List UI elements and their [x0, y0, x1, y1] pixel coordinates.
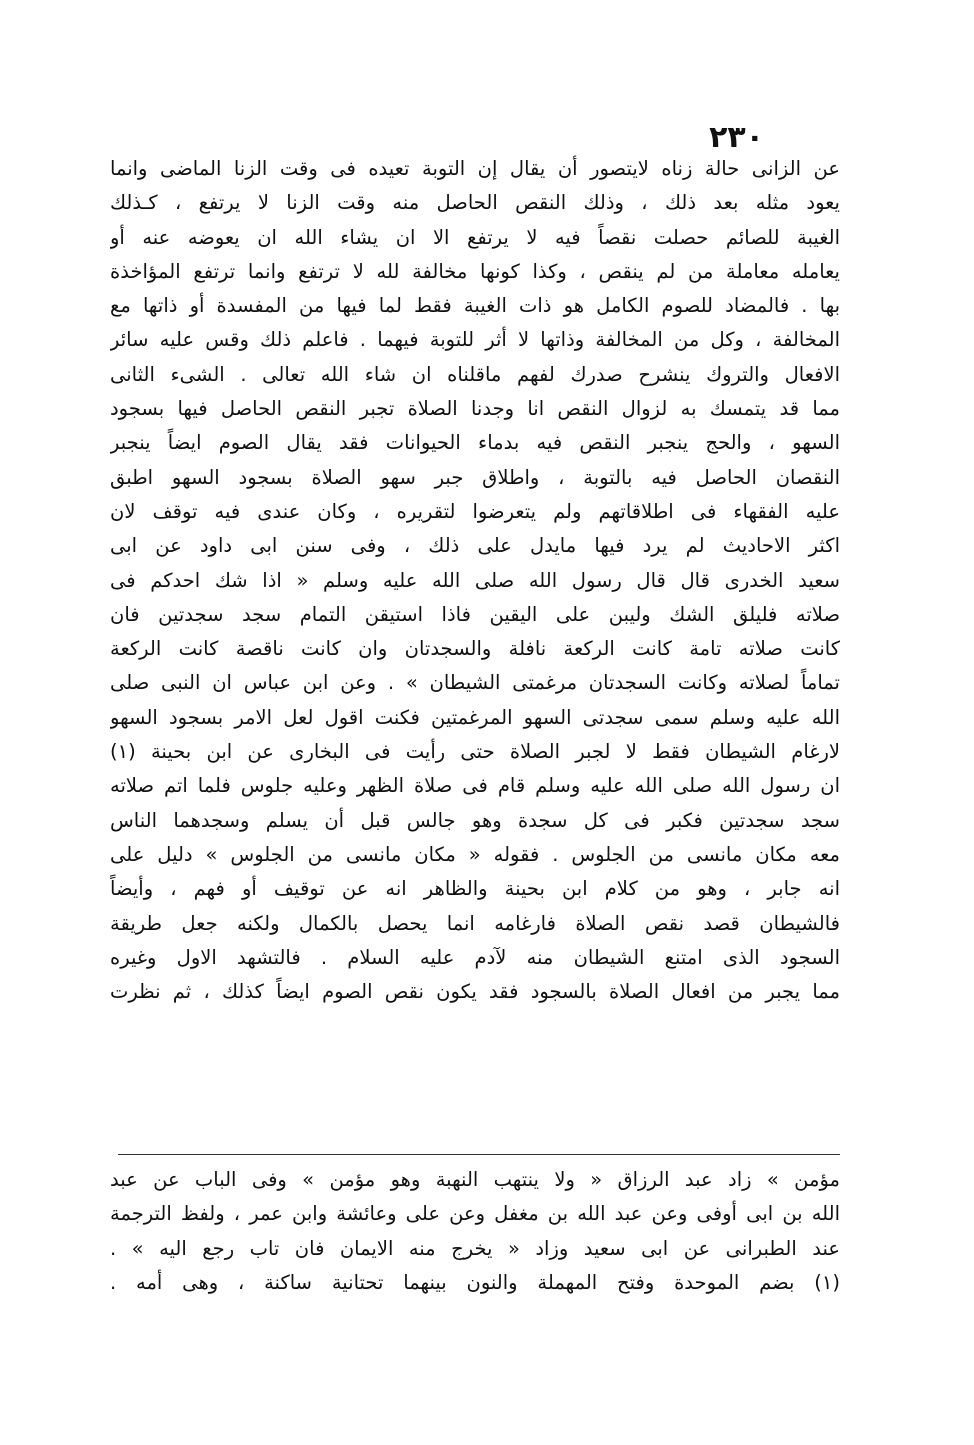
text-line: السجود الذى امتنع الشيطان منه لآدم عليه السلام . فالتشهد الاول وغيره: [110, 945, 840, 969]
text-line: مما قد يتمسك به لزوال النقص انا وجدنا الصلاة تجبر النقص الحاصل فيها بسجود: [110, 397, 840, 421]
text-line: يعود مثله بعد ذلك ، وذلك النقص الحاصل منه وقت الزنا لا يرتفع ، كـذلك: [110, 191, 840, 215]
text-line: تماماً لصلاته وكانت السجدتان مرغمتى الشيطان » . وعن ابن عباس ان النبى صلى: [110, 671, 840, 695]
text-line: انه جابر ، وهو من كلام ابن بحينة والظاهر انه عن توقيف أو فهم ، وأيضاً: [110, 877, 840, 901]
text-line: عليه الفقهاء فى اطلاقاتهم ولم يتعرضوا لتقريره ، وكان عندى فيه توقف لان: [110, 499, 840, 523]
text-line: سجد سجدتين فكبر فى كل سجدة وهو جالس قبل أن يسلم وسجدهما الناس: [110, 808, 840, 832]
footnote-line: (١) بضم الموحدة وفتح المهملة والنون بينهما تحتانية ساكنة ، وهى أمه .: [110, 1270, 840, 1294]
footnotes: [110, 1163, 840, 1300]
text-line: يعامله معاملة من لم ينقص ، وكذا كونها مخالفة لله لا ترتفع وانما ترتفع المؤاخذة: [110, 259, 840, 283]
text-line: النقصان الحاصل فيه بالتوبة ، واطلاق جبر سهو الصلاة بسجود السهو اطبق: [110, 465, 840, 489]
body-text: [110, 152, 840, 1009]
text-line: مما يجبر من افعال الصلاة بالسجود فقد يكون نقص الصوم ايضاً كذلك ، ثم نظرت: [110, 980, 840, 1004]
text-line: لارغام الشيطان فقط لا لجبر الصلاة حتى رأيت فى البخارى عن ابن بحينة (١): [110, 740, 840, 764]
text-line: فالشيطان قصد نقص الصلاة فارغامه انما يحصل بالكمال ولكنه جعل طريقة: [110, 911, 840, 935]
text-line: اكثر الاحاديث لم يرد فيها مايدل على ذلك ، وفى سنن ابى داود عن ابى: [110, 534, 840, 558]
text-line: بها . فالمضاد للصوم الكامل هو ذات الغيبة فقط لما فيها من المفسدة أو ذاتها مع: [110, 294, 840, 318]
page-number: ٢٣٠: [709, 120, 764, 155]
footnote-line: مؤمن » زاد عبد الرزاق « ولا ينتهب النهبة وهو مؤمن » وفى الباب عن عبد: [110, 1168, 840, 1191]
text-line: سعيد الخدرى قال قال رسول الله صلى الله عليه وسلم « اذا شك احدكم فى: [110, 568, 840, 592]
text-line: الافعال والتروك ينشرح صدرك لفهم ماقلناه ان شاء الله تعالى . الشىء الثانى: [110, 362, 840, 386]
text-line: السهو ، والحج ينجبر النقص فيه بدماء الحيوانات فقد يقال الصوم ايضاً ينجبر: [110, 431, 840, 455]
text-line: صلاته فليلق الشك وليبن على اليقين فاذا استيقن التمام سجد سجدتين فان: [110, 602, 840, 626]
text-line: عن الزانى حالة زناه لايتصور أن يقال إن التوبة تعيده فى وقت الزنا الماضى وانما: [110, 157, 840, 180]
footnote-line: الله بن ابى أوفى وعن عبد الله بن مغفل وعن على وعائشة وابن عمر ، ولفظ الترجمة: [110, 1202, 840, 1226]
footnote-line: عند الطبرانى عن ابى سعيد وزاد « يخرج منه الايمان فان تاب رجع اليه » .: [110, 1236, 840, 1260]
text-line: الله عليه وسلم سمى سجدتى السهو المرغمتين فكنت اقول لعل الامر بسجود السهو: [110, 705, 840, 729]
footnote-divider: [118, 1154, 840, 1155]
text-line: ان رسول الله صلى الله عليه وسلم قام فى صلاة الظهر وعليه جلوس فلما اتم صلاته: [110, 774, 840, 798]
text-line: كانت صلاته تامة كانت الركعة نافلة والسجدتان وان كانت ناقصة كانت الركعة: [110, 637, 840, 661]
text-line: معه مكان مانسى من الجلوس . فقوله « مكان مانسى من الجلوس » دليل على: [110, 842, 840, 866]
text-line: المخالفة ، وكل من المخالفة وذاتها لا أثر للتوبة فيهما . فاعلم ذلك وقس عليه سائر: [110, 328, 840, 352]
text-line: الغيبة للصائم حصلت نقصاً فيه لا يرتفع الا ان يشاء الله ان يعوضه عنه أو: [110, 225, 840, 249]
